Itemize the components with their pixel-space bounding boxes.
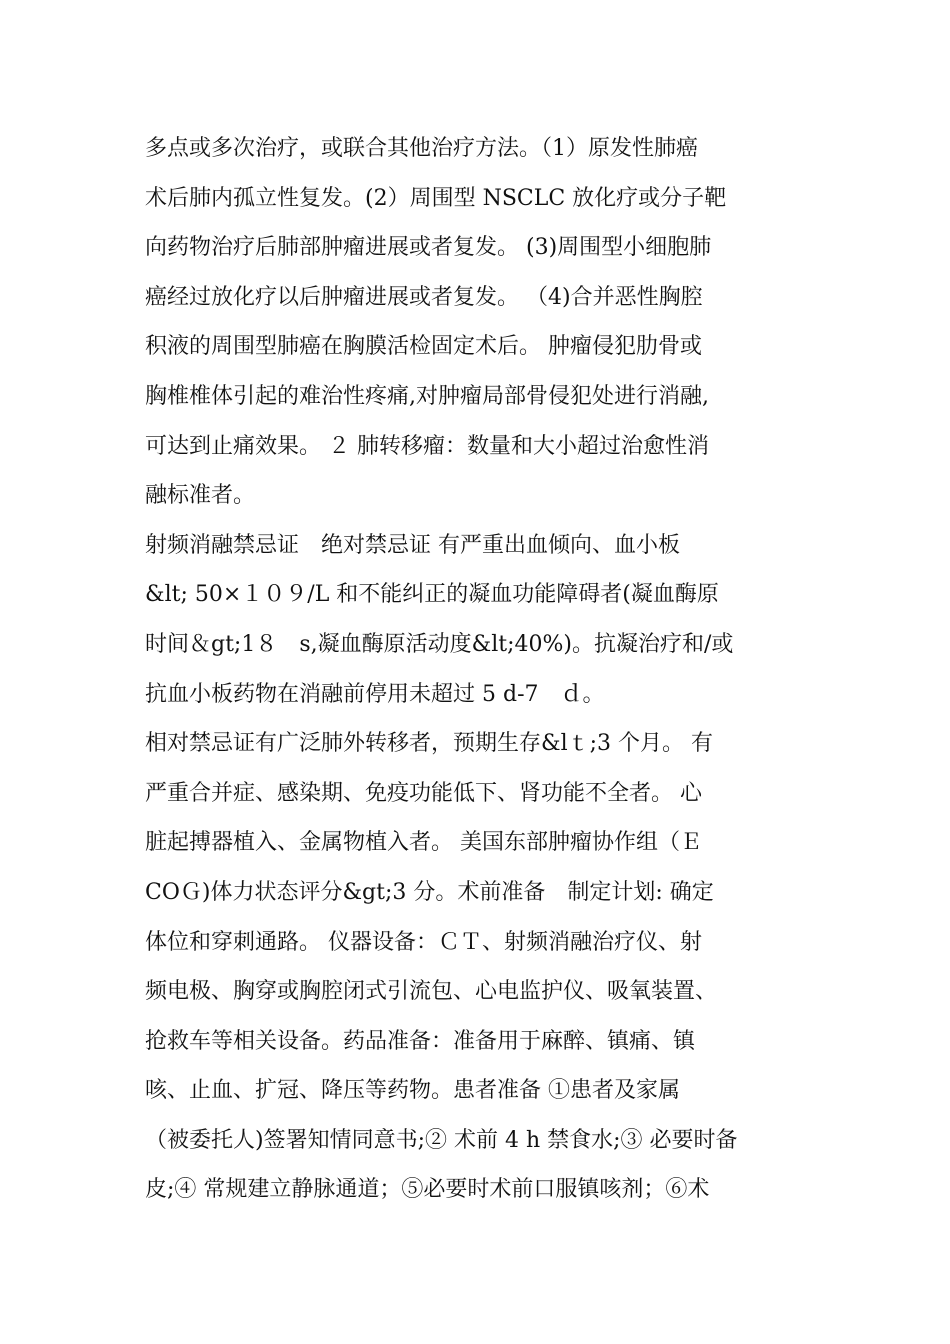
body-text [145, 124, 815, 1215]
text-line: 射频消融禁忌证 绝对禁忌证 有严重出血倾向、血小板 [145, 532, 680, 558]
text-line: 脏起搏器植入、金属物植入者。 美国东部肿瘤协作组（Ｅ [145, 830, 702, 856]
text-line: 时间＆gt;1８ s,凝血酶原活动度&lt;40%)。抗凝治疗和/或 [145, 631, 734, 657]
text-line: 癌经过放化疗以后肿瘤进展或者复发。 （4)合并恶性胸腔 [145, 284, 703, 310]
text-line: 向药物治疗后肺部肿瘤进展或者复发。 (3)周围型小细胞肺 [145, 235, 712, 261]
text-line: 多点或多次治疗，或联合其他治疗方法。（1）原发性肺癌 [145, 136, 698, 161]
text-line: 皮;④ 常规建立静脉通道；⑤必要时术前口服镇咳剂；⑥术 [145, 1177, 710, 1203]
text-line: 积液的周围型肺癌在胸膜活检固定术后。 肿瘤侵犯肋骨或 [145, 334, 702, 360]
text-line: 胸椎椎体引起的难治性疼痛,对肿瘤局部骨侵犯处进行消融, [145, 383, 709, 409]
text-line: 抗血小板药物在消融前停用未超过 5 d-7 ｄ。 [145, 681, 605, 707]
text-line: 相对禁忌证有广泛肺外转移者，预期生存&lｔ;3 个月。 有 [145, 731, 714, 757]
text-line: 术后肺内孤立性复发。(2）周围型 NSCLC 放化疗或分子靶 [145, 185, 727, 211]
text-line: 抢救车等相关设备。药品准备：准备用于麻醉、镇痛、镇 [145, 1028, 696, 1054]
text-line: 严重合并症、感染期、免疫功能低下、肾功能不全者。 心 [145, 780, 702, 806]
text-line: 体位和穿刺通路。 仪器设备：ＣＴ、射频消融治疗仪、射 [145, 929, 702, 955]
text-line: 频电极、胸穿或胸腔闭式引流包、心电监护仪、吸氧装置、 [145, 979, 718, 1005]
text-line: COＧ)体力状态评分&gt;3 分。术前准备 制定计划: 确定 [145, 879, 714, 905]
text-line: 融标准者。 [145, 483, 256, 509]
text-line: （被委托人)签署知情同意书;② 术前 4 h 禁食水;③ 必要时备 [145, 1127, 738, 1153]
text-line: 可达到止痛效果。 ２ 肺转移瘤：数量和大小超过治愈性消 [145, 433, 709, 459]
text-line: 咳、止血、扩冠、降压等药物。患者准备 ①患者及家属 [145, 1078, 680, 1104]
text-line: &lt; 50×１０９/L 和不能纠正的凝血功能障碍者(凝血酶原 [145, 582, 719, 608]
